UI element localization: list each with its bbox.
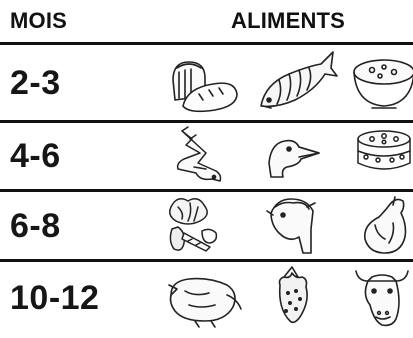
strawberry-icon [270, 265, 320, 331]
age-range-label: 4-6 [10, 137, 61, 175]
lamb-icon [263, 193, 329, 259]
duck-icon [265, 123, 325, 189]
age-range-label: 10-12 [10, 279, 100, 317]
age-range-label: 6-8 [10, 207, 61, 245]
foods-header: ALIMENTS [231, 8, 346, 33]
bread-icon [165, 50, 245, 116]
divider [0, 42, 413, 45]
pear-icon [355, 193, 413, 259]
pork-icon [170, 123, 240, 189]
soup-bowl-icon [350, 50, 413, 116]
divider [0, 189, 413, 192]
vegetables-icon [158, 193, 230, 259]
divider [0, 259, 413, 262]
age-row [0, 193, 413, 259]
fish-icon [255, 50, 340, 116]
age-row [0, 50, 413, 116]
age-row [0, 123, 413, 189]
age-row [0, 265, 413, 331]
age-range-label: 2-3 [10, 64, 61, 102]
months-header: MOIS [10, 8, 68, 33]
cheese-icon [352, 123, 413, 189]
chicken-icon [165, 265, 245, 331]
beef-icon [352, 265, 413, 331]
